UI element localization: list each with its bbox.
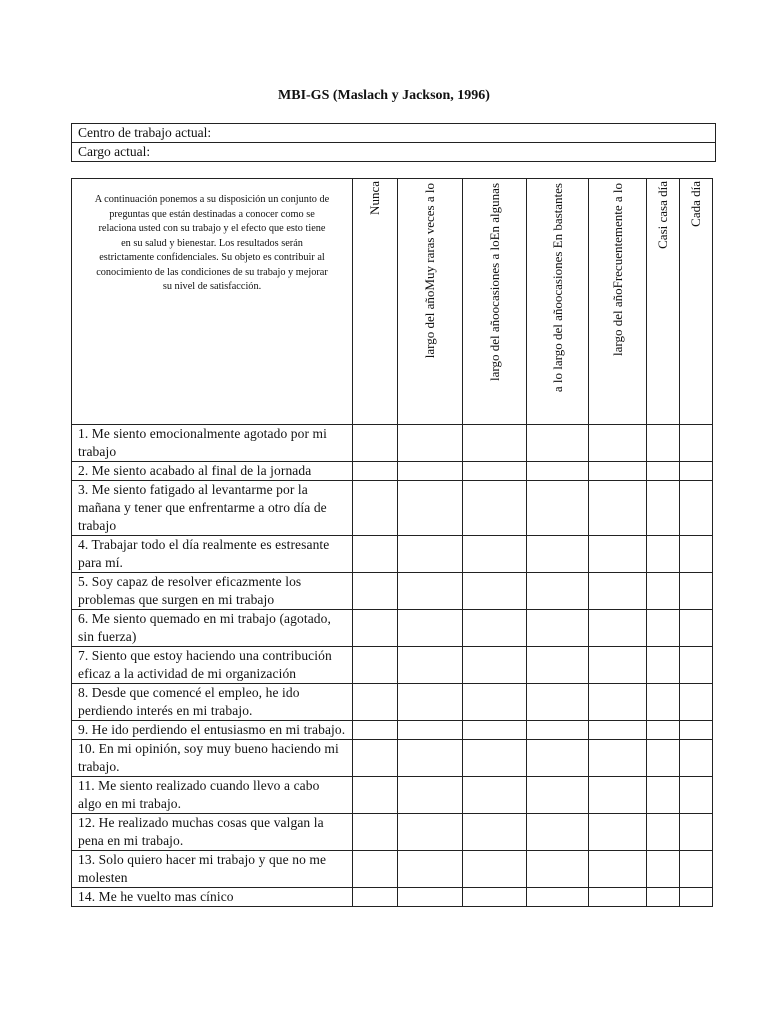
- question-text: 10. En mi opinión, soy muy bueno haciendo mi trabajo.: [72, 740, 353, 777]
- answer-cell[interactable]: [527, 536, 589, 573]
- answer-cell[interactable]: [647, 462, 680, 481]
- answer-cell[interactable]: [398, 462, 463, 481]
- question-row: [72, 721, 713, 740]
- answer-cell[interactable]: [353, 610, 398, 647]
- answer-cell[interactable]: [647, 610, 680, 647]
- column-header-label: Nunca: [367, 181, 382, 215]
- answer-cell[interactable]: [589, 425, 647, 462]
- position-field[interactable]: Cargo actual:: [72, 143, 716, 162]
- answer-cell[interactable]: [647, 814, 680, 851]
- question-text: 1. Me siento emocionalmente agotado por mi trabajo: [72, 425, 353, 462]
- answer-cell[interactable]: [527, 814, 589, 851]
- answer-cell[interactable]: [527, 740, 589, 777]
- question-text: 2. Me siento acabado al final de la jornada: [72, 462, 353, 481]
- answer-cell[interactable]: [680, 573, 713, 610]
- column-header-label: a lo largo del añoocasiones En bastantes: [549, 183, 565, 393]
- answer-cell[interactable]: [463, 814, 527, 851]
- questionnaire-table: [71, 178, 713, 907]
- answer-cell[interactable]: [680, 777, 713, 814]
- answer-cell[interactable]: [647, 851, 680, 888]
- answer-cell[interactable]: [680, 481, 713, 536]
- answer-cell[interactable]: [463, 573, 527, 610]
- answer-cell[interactable]: [527, 610, 589, 647]
- question-row: [72, 740, 713, 777]
- answer-cell[interactable]: [589, 777, 647, 814]
- answer-cell[interactable]: [589, 647, 647, 684]
- header-row: [72, 179, 713, 425]
- answer-cell[interactable]: [680, 721, 713, 740]
- column-header-label: largo del añoocasiones a loEn algunas: [486, 183, 502, 381]
- question-row: [72, 610, 713, 647]
- answer-cell[interactable]: [527, 462, 589, 481]
- answer-cell[interactable]: [527, 481, 589, 536]
- answer-cell[interactable]: [589, 481, 647, 536]
- answer-cell[interactable]: [680, 814, 713, 851]
- question-text: 14. Me he vuelto mas cínico: [72, 888, 353, 907]
- question-row: [72, 814, 713, 851]
- column-header: [527, 179, 589, 425]
- answer-cell[interactable]: [398, 481, 463, 536]
- answer-cell[interactable]: [680, 647, 713, 684]
- question-text: 6. Me siento quemado en mi trabajo (agotado, sin fuerza): [72, 610, 353, 647]
- answer-cell[interactable]: [353, 721, 398, 740]
- intro-text: A continuación ponemos a su disposición un conjunto de preguntas que están destinadas a conocer como se relaciona usted con su trabajo y el efecto que esto tiene en su salud y bienestar. Los resultados serán estrictamente confidenciales. Su objeto es contribuir al conocimiento de las condiciones de su trabajo y mejorar su nivel de satisfacción.: [72, 179, 353, 425]
- answer-cell[interactable]: [647, 684, 680, 721]
- question-row: [72, 462, 713, 481]
- question-row: [72, 684, 713, 721]
- answer-cell[interactable]: [398, 647, 463, 684]
- answer-cell[interactable]: [647, 647, 680, 684]
- answer-cell[interactable]: [353, 777, 398, 814]
- answer-cell[interactable]: [680, 462, 713, 481]
- answer-cell[interactable]: [463, 425, 527, 462]
- answer-cell[interactable]: [398, 536, 463, 573]
- question-row: [72, 425, 713, 462]
- answer-cell[interactable]: [353, 684, 398, 721]
- answer-cell[interactable]: [463, 647, 527, 684]
- answer-cell[interactable]: [353, 573, 398, 610]
- answer-cell[interactable]: [589, 814, 647, 851]
- question-text: 9. He ido perdiendo el entusiasmo en mi trabajo.: [72, 721, 353, 740]
- answer-cell[interactable]: [398, 888, 463, 907]
- answer-cell[interactable]: [527, 425, 589, 462]
- answer-cell[interactable]: [647, 536, 680, 573]
- answer-cell[interactable]: [527, 851, 589, 888]
- answer-cell[interactable]: [353, 814, 398, 851]
- answer-cell[interactable]: [463, 481, 527, 536]
- answer-cell[interactable]: [353, 647, 398, 684]
- answer-cell[interactable]: [589, 536, 647, 573]
- answer-cell[interactable]: [647, 481, 680, 536]
- answer-cell[interactable]: [463, 684, 527, 721]
- answer-cell[interactable]: [398, 740, 463, 777]
- column-header: [463, 179, 527, 425]
- column-header: [398, 179, 463, 425]
- answer-cell[interactable]: [647, 721, 680, 740]
- answer-cell[interactable]: [463, 777, 527, 814]
- answer-cell[interactable]: [353, 851, 398, 888]
- answer-cell[interactable]: [398, 814, 463, 851]
- answer-cell[interactable]: [589, 684, 647, 721]
- answer-cell[interactable]: [463, 888, 527, 907]
- question-text: 11. Me siento realizado cuando llevo a cabo algo en mi trabajo.: [72, 777, 353, 814]
- answer-cell[interactable]: [647, 888, 680, 907]
- answer-cell[interactable]: [463, 462, 527, 481]
- question-row: [72, 777, 713, 814]
- answer-cell[interactable]: [353, 481, 398, 536]
- answer-cell[interactable]: [680, 684, 713, 721]
- answer-cell[interactable]: [589, 721, 647, 740]
- answer-cell[interactable]: [527, 684, 589, 721]
- question-row: [72, 536, 713, 573]
- workplace-field[interactable]: Centro de trabajo actual:: [72, 124, 716, 143]
- answer-cell[interactable]: [353, 462, 398, 481]
- answer-cell[interactable]: [463, 740, 527, 777]
- answer-cell[interactable]: [463, 851, 527, 888]
- info-table: [71, 123, 716, 162]
- answer-cell[interactable]: [647, 740, 680, 777]
- answer-cell[interactable]: [398, 851, 463, 888]
- answer-cell[interactable]: [527, 721, 589, 740]
- answer-cell[interactable]: [680, 851, 713, 888]
- answer-cell[interactable]: [527, 647, 589, 684]
- answer-cell[interactable]: [680, 740, 713, 777]
- answer-cell[interactable]: [398, 721, 463, 740]
- column-header: [680, 179, 713, 425]
- answer-cell[interactable]: [398, 684, 463, 721]
- column-header: [589, 179, 647, 425]
- column-header-label: Cada día: [688, 181, 703, 227]
- answer-cell[interactable]: [680, 888, 713, 907]
- answer-cell[interactable]: [680, 425, 713, 462]
- question-text: 7. Siento que estoy haciendo una contribución eficaz a la actividad de mi organización: [72, 647, 353, 684]
- question-row: [72, 888, 713, 907]
- question-text: 3. Me siento fatigado al levantarme por la mañana y tener que enfrentarme a otro día de trabajo: [72, 481, 353, 536]
- question-row: [72, 647, 713, 684]
- question-row: [72, 481, 713, 536]
- answer-cell[interactable]: [398, 573, 463, 610]
- answer-cell[interactable]: [398, 425, 463, 462]
- answer-cell[interactable]: [647, 425, 680, 462]
- answer-cell[interactable]: [463, 536, 527, 573]
- answer-cell[interactable]: [589, 573, 647, 610]
- answer-cell[interactable]: [353, 425, 398, 462]
- answer-cell[interactable]: [463, 721, 527, 740]
- column-header: [353, 179, 398, 425]
- answer-cell[interactable]: [353, 536, 398, 573]
- answer-cell[interactable]: [353, 888, 398, 907]
- answer-cell[interactable]: [589, 888, 647, 907]
- answer-cell[interactable]: [589, 740, 647, 777]
- answer-cell[interactable]: [589, 610, 647, 647]
- answer-cell[interactable]: [527, 573, 589, 610]
- question-text: 13. Solo quiero hacer mi trabajo y que no me molesten: [72, 851, 353, 888]
- answer-cell[interactable]: [527, 888, 589, 907]
- column-header-label: largo del añoMuy raras veces a lo: [422, 183, 437, 359]
- answer-cell[interactable]: [463, 610, 527, 647]
- answer-cell[interactable]: [680, 536, 713, 573]
- column-header-label: largo del añoFrecuentemente a lo: [609, 183, 625, 357]
- column-header: [647, 179, 680, 425]
- question-text: 4. Trabajar todo el día realmente es estresante para mí.: [72, 536, 353, 573]
- page-title: MBI-GS (Maslach y Jackson, 1996): [278, 88, 490, 103]
- question-row: [72, 851, 713, 888]
- question-rows: [72, 425, 713, 907]
- question-text: 8. Desde que comencé el empleo, he ido perdiendo interés en mi trabajo.: [72, 684, 353, 721]
- question-text: 5. Soy capaz de resolver eficazmente los problemas que surgen en mi trabajo: [72, 573, 353, 610]
- question-row: [72, 573, 713, 610]
- answer-cell[interactable]: [647, 777, 680, 814]
- answer-cell[interactable]: [589, 851, 647, 888]
- answer-cell[interactable]: [353, 740, 398, 777]
- question-text: 12. He realizado muchas cosas que valgan la pena en mi trabajo.: [72, 814, 353, 851]
- answer-cell[interactable]: [398, 777, 463, 814]
- answer-cell[interactable]: [527, 777, 589, 814]
- answer-cell[interactable]: [647, 573, 680, 610]
- answer-cell[interactable]: [398, 610, 463, 647]
- column-header-label: Casi casa día: [655, 181, 670, 249]
- answer-cell[interactable]: [589, 462, 647, 481]
- answer-cell[interactable]: [680, 610, 713, 647]
